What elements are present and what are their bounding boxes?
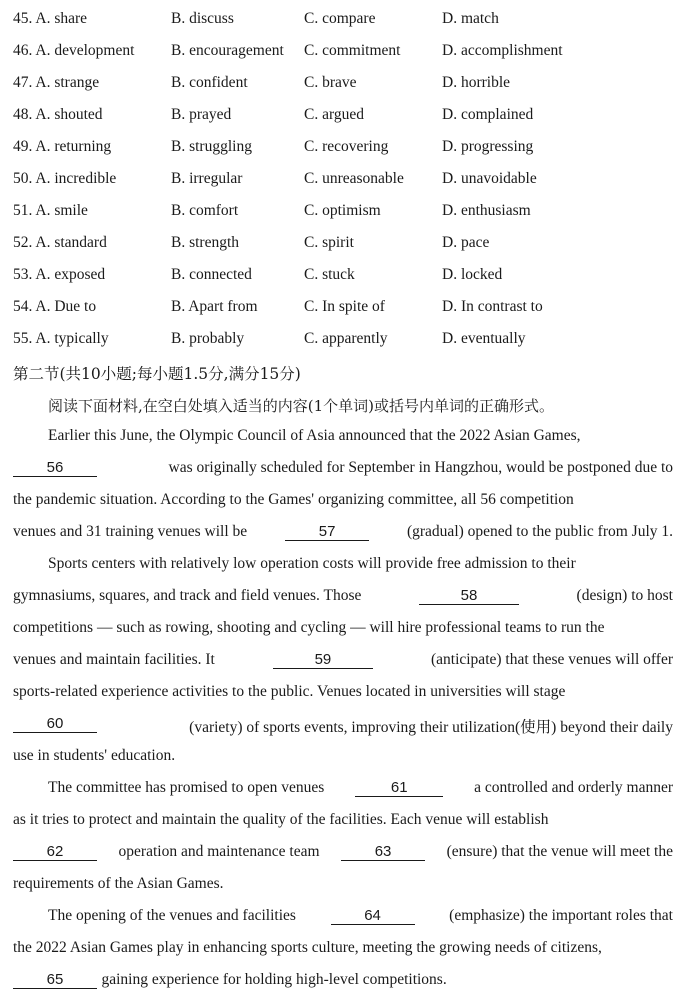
passage-text: was originally scheduled for September in Hangzhou, would be postponed due to [168, 459, 673, 476]
option-c: C. argued [304, 106, 364, 123]
option-d: D. enthusiasm [442, 202, 531, 219]
passage-text: the 2022 Asian Games play in enhancing sports culture, meeting the growing needs of citizens, [13, 939, 602, 956]
option-a: 50. A. incredible [13, 170, 117, 187]
passage-line [13, 587, 673, 619]
mcq-row-54 [13, 298, 683, 330]
passage-text: gymnasiums, squares, and track and field venues. Those [13, 587, 362, 604]
mcq-row-52 [13, 234, 683, 266]
passage-text: venues and maintain facilities. It [13, 651, 215, 668]
passage-text: Sports centers with relatively low operation costs will provide free admission to their [48, 555, 576, 572]
option-b: B. struggling [171, 138, 252, 155]
passage-text: use in students' education. [13, 747, 176, 764]
blank-60[interactable]: 60 [13, 715, 97, 733]
passage-line [48, 555, 673, 587]
option-c: C. apparently [304, 330, 388, 347]
blank-62[interactable]: 62 [13, 843, 97, 861]
passage-text: (design) to host [576, 587, 673, 604]
passage-text: as it tries to protect and maintain the quality of the facilities. Each venue will establish [13, 811, 549, 828]
blank-64[interactable]: 64 [331, 907, 415, 925]
passage-text: gaining experience for holding high-level competitions. [101, 971, 447, 988]
passage-text: Earlier this June, the Olympic Council of Asia announced that the 2022 Asian Games, [48, 427, 581, 444]
instruction-text: 阅读下面材料,在空白处填入适当的内容(1个单词)或括号内单词的正确形式。 [48, 397, 555, 415]
option-c: C. In spite of [304, 298, 385, 315]
passage-line [13, 683, 673, 715]
passage-line [13, 811, 673, 843]
option-b: B. prayed [171, 106, 232, 123]
blank-58[interactable]: 58 [419, 587, 519, 605]
passage-text: (emphasize) the important roles that [449, 907, 673, 924]
option-c: C. optimism [304, 202, 381, 219]
option-a: 51. A. smile [13, 202, 88, 219]
option-a: 47. A. strange [13, 74, 100, 91]
passage-line [13, 651, 673, 683]
option-d: D. complained [442, 106, 534, 123]
option-b: B. encouragement [171, 42, 284, 59]
option-c: C. unreasonable [304, 170, 404, 187]
option-b: B. connected [171, 266, 252, 283]
option-c: C. spirit [304, 234, 354, 251]
passage-line [13, 939, 673, 971]
section-heading: 第二节(共10小题;每小题1.5分,满分15分) [13, 365, 301, 383]
option-a: 52. A. standard [13, 234, 107, 251]
option-d: D. accomplishment [442, 42, 563, 59]
passage-text: sports-related experience activities to the public. Venues located in universities will stage [13, 683, 566, 700]
blank-59[interactable]: 59 [273, 651, 373, 669]
passage-line [13, 875, 673, 907]
option-d: D. In contrast to [442, 298, 543, 315]
option-b: B. confident [171, 74, 248, 91]
passage-line [48, 427, 673, 459]
blank-65[interactable]: 65 [13, 971, 97, 989]
blank-61[interactable]: 61 [355, 779, 443, 797]
option-b: B. comfort [171, 202, 239, 219]
option-c: C. stuck [304, 266, 355, 283]
passage-line [48, 907, 673, 939]
passage-line [13, 459, 673, 491]
option-a: 53. A. exposed [13, 266, 106, 283]
option-a: 54. A. Due to [13, 298, 97, 315]
option-d: D. locked [442, 266, 503, 283]
option-b: B. Apart from [171, 298, 258, 315]
option-a: 55. A. typically [13, 330, 109, 347]
option-c: C. commitment [304, 42, 401, 59]
mcq-row-49 [13, 138, 683, 170]
passage-text: requirements of the Asian Games. [13, 875, 224, 892]
passage-text: venues and 31 training venues will be [13, 523, 248, 540]
passage-line [13, 747, 673, 779]
option-d: D. unavoidable [442, 170, 537, 187]
passage-line [48, 779, 673, 811]
passage-text: operation and maintenance team [118, 843, 320, 860]
mcq-row-55 [13, 330, 683, 362]
passage-text: competitions — such as rowing, shooting and cycling — will hire professional teams to run the [13, 619, 605, 636]
passage-line [13, 491, 673, 523]
passage-text: (gradual) opened to the public from July 1. [406, 523, 673, 540]
passage-text: a controlled and orderly manner [474, 779, 673, 796]
passage-line [13, 523, 673, 555]
mcq-row-53 [13, 266, 683, 298]
passage-text: (variety) of sports events, improving their utilization(使用) beyond their daily [189, 719, 673, 736]
option-d: D. eventually [442, 330, 526, 347]
option-c: C. compare [304, 10, 376, 27]
passage-text: (ensure) that the venue will meet the [446, 843, 673, 860]
mcq-row-46 [13, 42, 683, 74]
option-b: B. probably [171, 330, 245, 347]
option-d: D. match [442, 10, 499, 27]
option-c: C. brave [304, 74, 357, 91]
option-b: B. irregular [171, 170, 243, 187]
mcq-row-51 [13, 202, 683, 234]
mcq-row-48 [13, 106, 683, 138]
mcq-row-45 [13, 10, 683, 42]
option-d: D. horrible [442, 74, 511, 91]
option-a: 48. A. shouted [13, 106, 103, 123]
passage-line [13, 619, 673, 651]
passage-text: The committee has promised to open venues [48, 779, 325, 796]
passage-text: (anticipate) that these venues will offer [430, 651, 673, 668]
blank-57[interactable]: 57 [285, 523, 369, 541]
passage-line [13, 715, 673, 747]
blank-63[interactable]: 63 [341, 843, 425, 861]
mcq-row-50 [13, 170, 683, 202]
passage-line [13, 971, 673, 1003]
option-b: B. discuss [171, 10, 234, 27]
option-d: D. pace [442, 234, 490, 251]
passage-text: the pandemic situation. According to the Games' organizing committee, all 56 competition [13, 491, 574, 508]
mcq-row-47 [13, 74, 683, 106]
option-a: 49. A. returning [13, 138, 112, 155]
option-c: C. recovering [304, 138, 389, 155]
blank-56[interactable]: 56 [13, 459, 97, 477]
option-b: B. strength [171, 234, 240, 251]
passage-line [13, 843, 673, 875]
option-d: D. progressing [442, 138, 534, 155]
option-a: 45. A. share [13, 10, 88, 27]
passage-text: The opening of the venues and facilities [48, 907, 296, 924]
option-a: 46. A. development [13, 42, 135, 59]
